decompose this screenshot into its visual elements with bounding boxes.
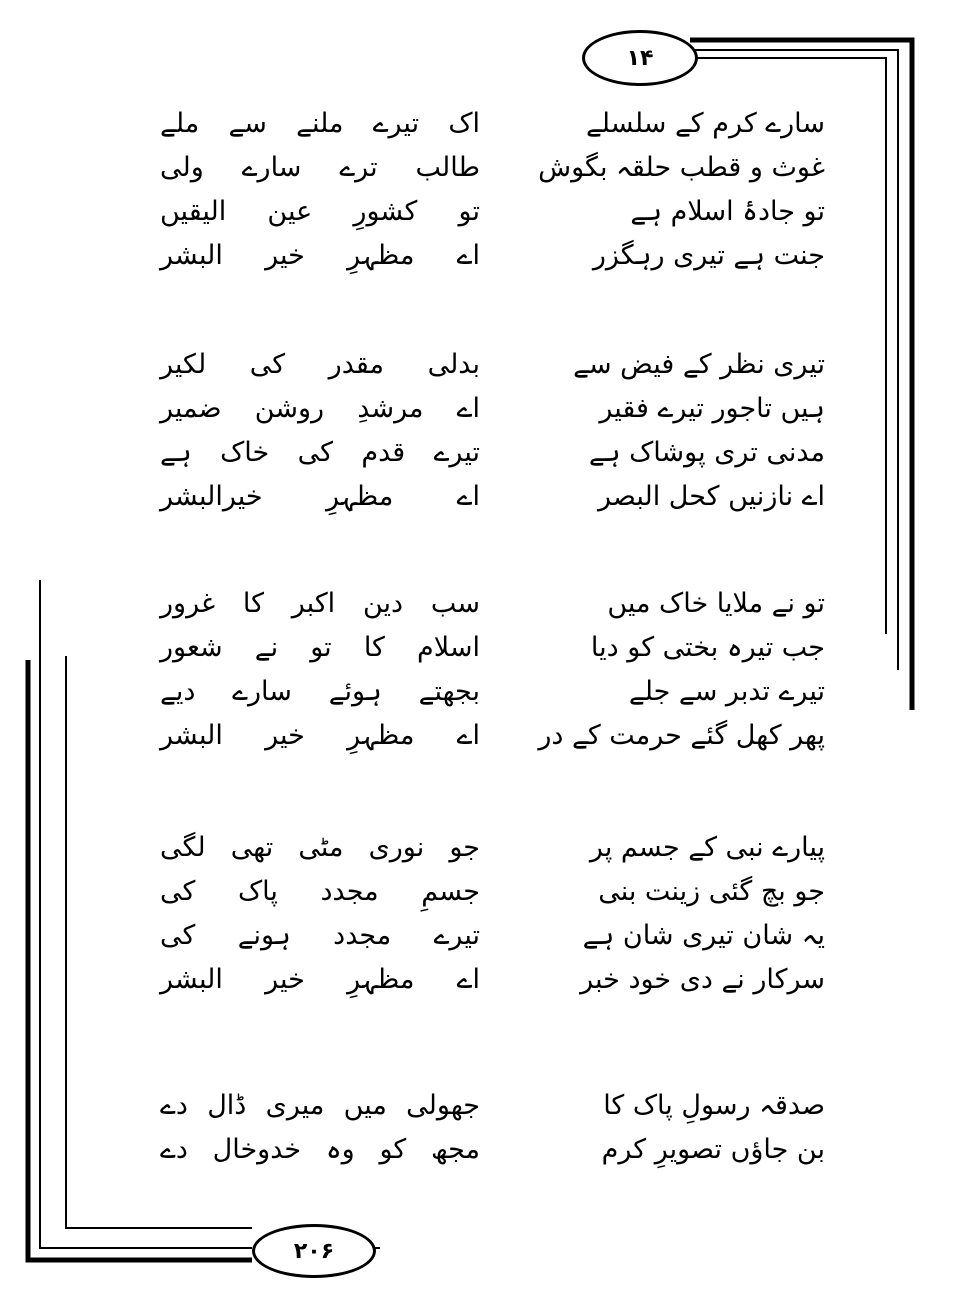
verse-line	[160, 102, 825, 146]
verse-first-half: غوث و قطب حلقہ بگوش	[538, 152, 825, 183]
verse-second-half: مجھ کو وہ خدوخال دے	[160, 1134, 480, 1165]
verse-line	[160, 714, 825, 758]
verse-first-half: پھر کھل گئے حرمت کے در	[538, 720, 825, 751]
verse-second-half: اے مظہرِ خیر البشر	[160, 964, 480, 995]
verse-first-half: تیری نظر کے فیض سے	[573, 349, 825, 380]
verse-second-half: اسلام کا تو نے شعور	[160, 632, 480, 663]
verse-line	[160, 958, 825, 1002]
verse-second-half: جسمِ مجدد پاک کی	[160, 876, 480, 907]
verse-line	[160, 387, 825, 431]
stanza-2	[160, 343, 825, 519]
verse-line	[160, 1084, 825, 1128]
verse-line	[160, 475, 825, 519]
verse-line	[160, 234, 825, 278]
verse-first-half: ہیں تاجور تیرے فقیر	[599, 393, 825, 424]
verse-line	[160, 826, 825, 870]
verse-line	[160, 190, 825, 234]
verse-line	[160, 343, 825, 387]
verse-first-half: تو جادۂ اسلام ہے	[630, 196, 825, 227]
verse-line	[160, 1128, 825, 1172]
verse-second-half: تیرے قدم کی خاک ہے	[160, 437, 480, 468]
verse-first-half: تیرے تدبر سے جلے	[628, 676, 825, 707]
verse-first-half: جو بچ گئی زینت بنی	[598, 876, 825, 907]
verse-second-half: سب دین اکبر کا غرور	[160, 588, 480, 619]
verse-first-half: جنت ہے تیری رہگزر	[592, 240, 825, 271]
verse-line	[160, 626, 825, 670]
header-page-number: ۱۴	[626, 45, 654, 71]
verse-second-half: اے مظہرِ خیر البشر	[160, 240, 480, 271]
verse-line	[160, 582, 825, 626]
verse-line	[160, 431, 825, 475]
footer-page-number: ۲۰۶	[293, 1238, 335, 1264]
verse-line	[160, 670, 825, 714]
stanza-1	[160, 102, 825, 278]
verse-first-half: پیارے نبی کے جسم پر	[589, 832, 825, 863]
verse-line	[160, 914, 825, 958]
verse-first-half: اے نازنیں کحل البصر	[598, 481, 825, 512]
page-number-oval-bottom	[252, 1224, 376, 1278]
verse-second-half: بجھتے ہوئے سارے دیے	[160, 676, 480, 707]
verse-second-half: طالب ترے سارے ولی	[160, 152, 480, 183]
verse-second-half: تو کشورِ عین الیقیں	[160, 196, 480, 227]
stanza-5	[160, 1084, 825, 1172]
verse-second-half: جھولی میں میری ڈال دے	[160, 1090, 480, 1121]
stanza-3	[160, 582, 825, 758]
verse-second-half: اک تیرے ملنے سے ملے	[160, 108, 480, 139]
verse-second-half: اے مظہرِ خیرالبشر	[160, 481, 480, 512]
verse-line	[160, 870, 825, 914]
verse-first-half: مدنی تری پوشاک ہے	[588, 437, 825, 468]
verse-first-half: یہ شان تیری شان ہے	[582, 920, 825, 951]
verse-second-half: تیرے مجدد ہونے کی	[160, 920, 480, 951]
verse-first-half: صدقہ رسولِ پاک کا	[603, 1090, 825, 1121]
verse-first-half: سرکار نے دی خود خبر	[580, 964, 825, 995]
verse-first-half: بن جاؤں تصویرِ کرم	[601, 1134, 825, 1165]
verse-first-half: جب تیرہ بختی کو دیا	[590, 632, 825, 663]
verse-first-half: سارے کرم کے سلسلے	[585, 108, 825, 139]
verse-second-half: جو نوری مٹی تھی لگی	[160, 832, 480, 863]
verse-second-half: اے مظہرِ خیر البشر	[160, 720, 480, 751]
page-number-oval-top	[582, 30, 698, 86]
stanza-4	[160, 826, 825, 1002]
verse-second-half: بدلی مقدر کی لکیر	[160, 349, 480, 380]
verse-second-half: اے مرشدِ روشن ضمیر	[160, 393, 480, 424]
verse-first-half: تو نے ملایا خاک میں	[607, 588, 825, 619]
verse-line	[160, 146, 825, 190]
